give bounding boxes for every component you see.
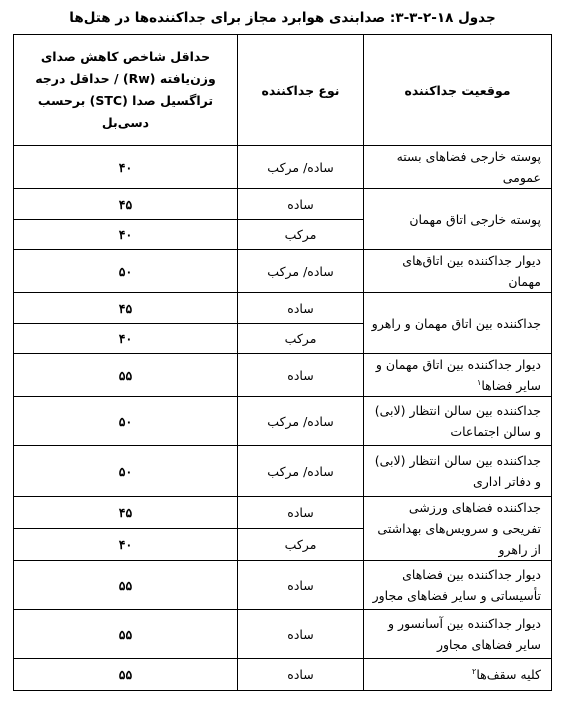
cell-value: ۵۰ bbox=[14, 446, 238, 497]
cell-type: مرکب bbox=[238, 529, 364, 561]
cell-type: ساده bbox=[238, 659, 364, 691]
table-row bbox=[14, 610, 552, 659]
location-text: دیوار جداکننده بین اتاق مهمان و سایر فضاها bbox=[375, 357, 541, 393]
cell-location: جداکننده بین اتاق مهمان و راهرو bbox=[364, 293, 552, 354]
cell-location bbox=[364, 659, 552, 691]
cell-type: ساده/ مرکب bbox=[238, 146, 364, 189]
cell-value: ۵۵ bbox=[14, 354, 238, 397]
cell-value: ۴۵ bbox=[14, 293, 238, 324]
cell-type: مرکب bbox=[238, 220, 364, 250]
cell-value: ۴۰ bbox=[14, 220, 238, 250]
cell-location bbox=[364, 354, 552, 397]
table-row bbox=[14, 446, 552, 497]
cell-location: پوسته خارجی فضاهای بسته عمومی bbox=[364, 146, 552, 189]
cell-location: پوسته خارجی اتاق مهمان bbox=[364, 189, 552, 250]
cell-type: ساده bbox=[238, 293, 364, 324]
header-minimum: حداقل شاخص کاهش صدای وزن‌یافته (Rw) / حداقل درجه تراگسیل صدا (STC) برحسب دسی‌بل bbox=[14, 35, 238, 146]
cell-value: ۴۵ bbox=[14, 497, 238, 529]
cell-value: ۴۰ bbox=[14, 146, 238, 189]
table-row bbox=[14, 146, 552, 189]
cell-type: ساده/ مرکب bbox=[238, 397, 364, 446]
cell-location: دیوار جداکننده بین آسانسور و سایر فضاهای مجاور bbox=[364, 610, 552, 659]
cell-type: مرکب bbox=[238, 324, 364, 354]
cell-type: ساده bbox=[238, 610, 364, 659]
footnote-marker: ۲ bbox=[472, 666, 477, 676]
cell-value: ۴۵ bbox=[14, 189, 238, 220]
cell-value: ۵۰ bbox=[14, 250, 238, 293]
cell-type: ساده bbox=[238, 189, 364, 220]
table-row bbox=[14, 293, 552, 324]
table-row bbox=[14, 397, 552, 446]
cell-value: ۴۰ bbox=[14, 529, 238, 561]
location-text: کلیه سقف‌ها bbox=[476, 667, 541, 682]
table-row bbox=[14, 497, 552, 529]
cell-type: ساده bbox=[238, 497, 364, 529]
table-row bbox=[14, 189, 552, 220]
cell-type: ساده/ مرکب bbox=[238, 250, 364, 293]
cell-location: جداکننده بین سالن انتظار (لابی) و دفاتر اداری bbox=[364, 446, 552, 497]
cell-location: دیوار جداکننده بین فضاهای تأسیساتی و سایر فضاهای مجاور bbox=[364, 561, 552, 610]
cell-value: ۵۵ bbox=[14, 610, 238, 659]
cell-value: ۵۰ bbox=[14, 397, 238, 446]
header-location: موقعیت جداکننده bbox=[364, 35, 552, 146]
cell-location: جداکننده بین سالن انتظار (لابی) و سالن اجتماعات bbox=[364, 397, 552, 446]
table-row bbox=[14, 659, 552, 691]
cell-value: ۴۰ bbox=[14, 324, 238, 354]
cell-location: دیوار جداکننده بین اتاق‌های مهمان bbox=[364, 250, 552, 293]
cell-type: ساده bbox=[238, 354, 364, 397]
footnote-marker: ۱ bbox=[477, 377, 482, 387]
table-header-row bbox=[14, 35, 552, 146]
table-caption: جدول ۱۸-۲-۳-۳: صدابندی هوابرد مجاز برای جداکننده‌ها در هتل‌ها bbox=[69, 10, 496, 26]
sound-insulation-table bbox=[13, 34, 552, 691]
table-row bbox=[14, 354, 552, 397]
table-row bbox=[14, 561, 552, 610]
cell-type: ساده/ مرکب bbox=[238, 446, 364, 497]
table-row bbox=[14, 250, 552, 293]
cell-value: ۵۵ bbox=[14, 561, 238, 610]
cell-value: ۵۵ bbox=[14, 659, 238, 691]
header-type: نوع جداکننده bbox=[238, 35, 364, 146]
cell-type: ساده bbox=[238, 561, 364, 610]
cell-location: جداکننده فضاهای ورزشی تفریحی و سرویس‌های بهداشتی از راهرو bbox=[364, 497, 552, 561]
